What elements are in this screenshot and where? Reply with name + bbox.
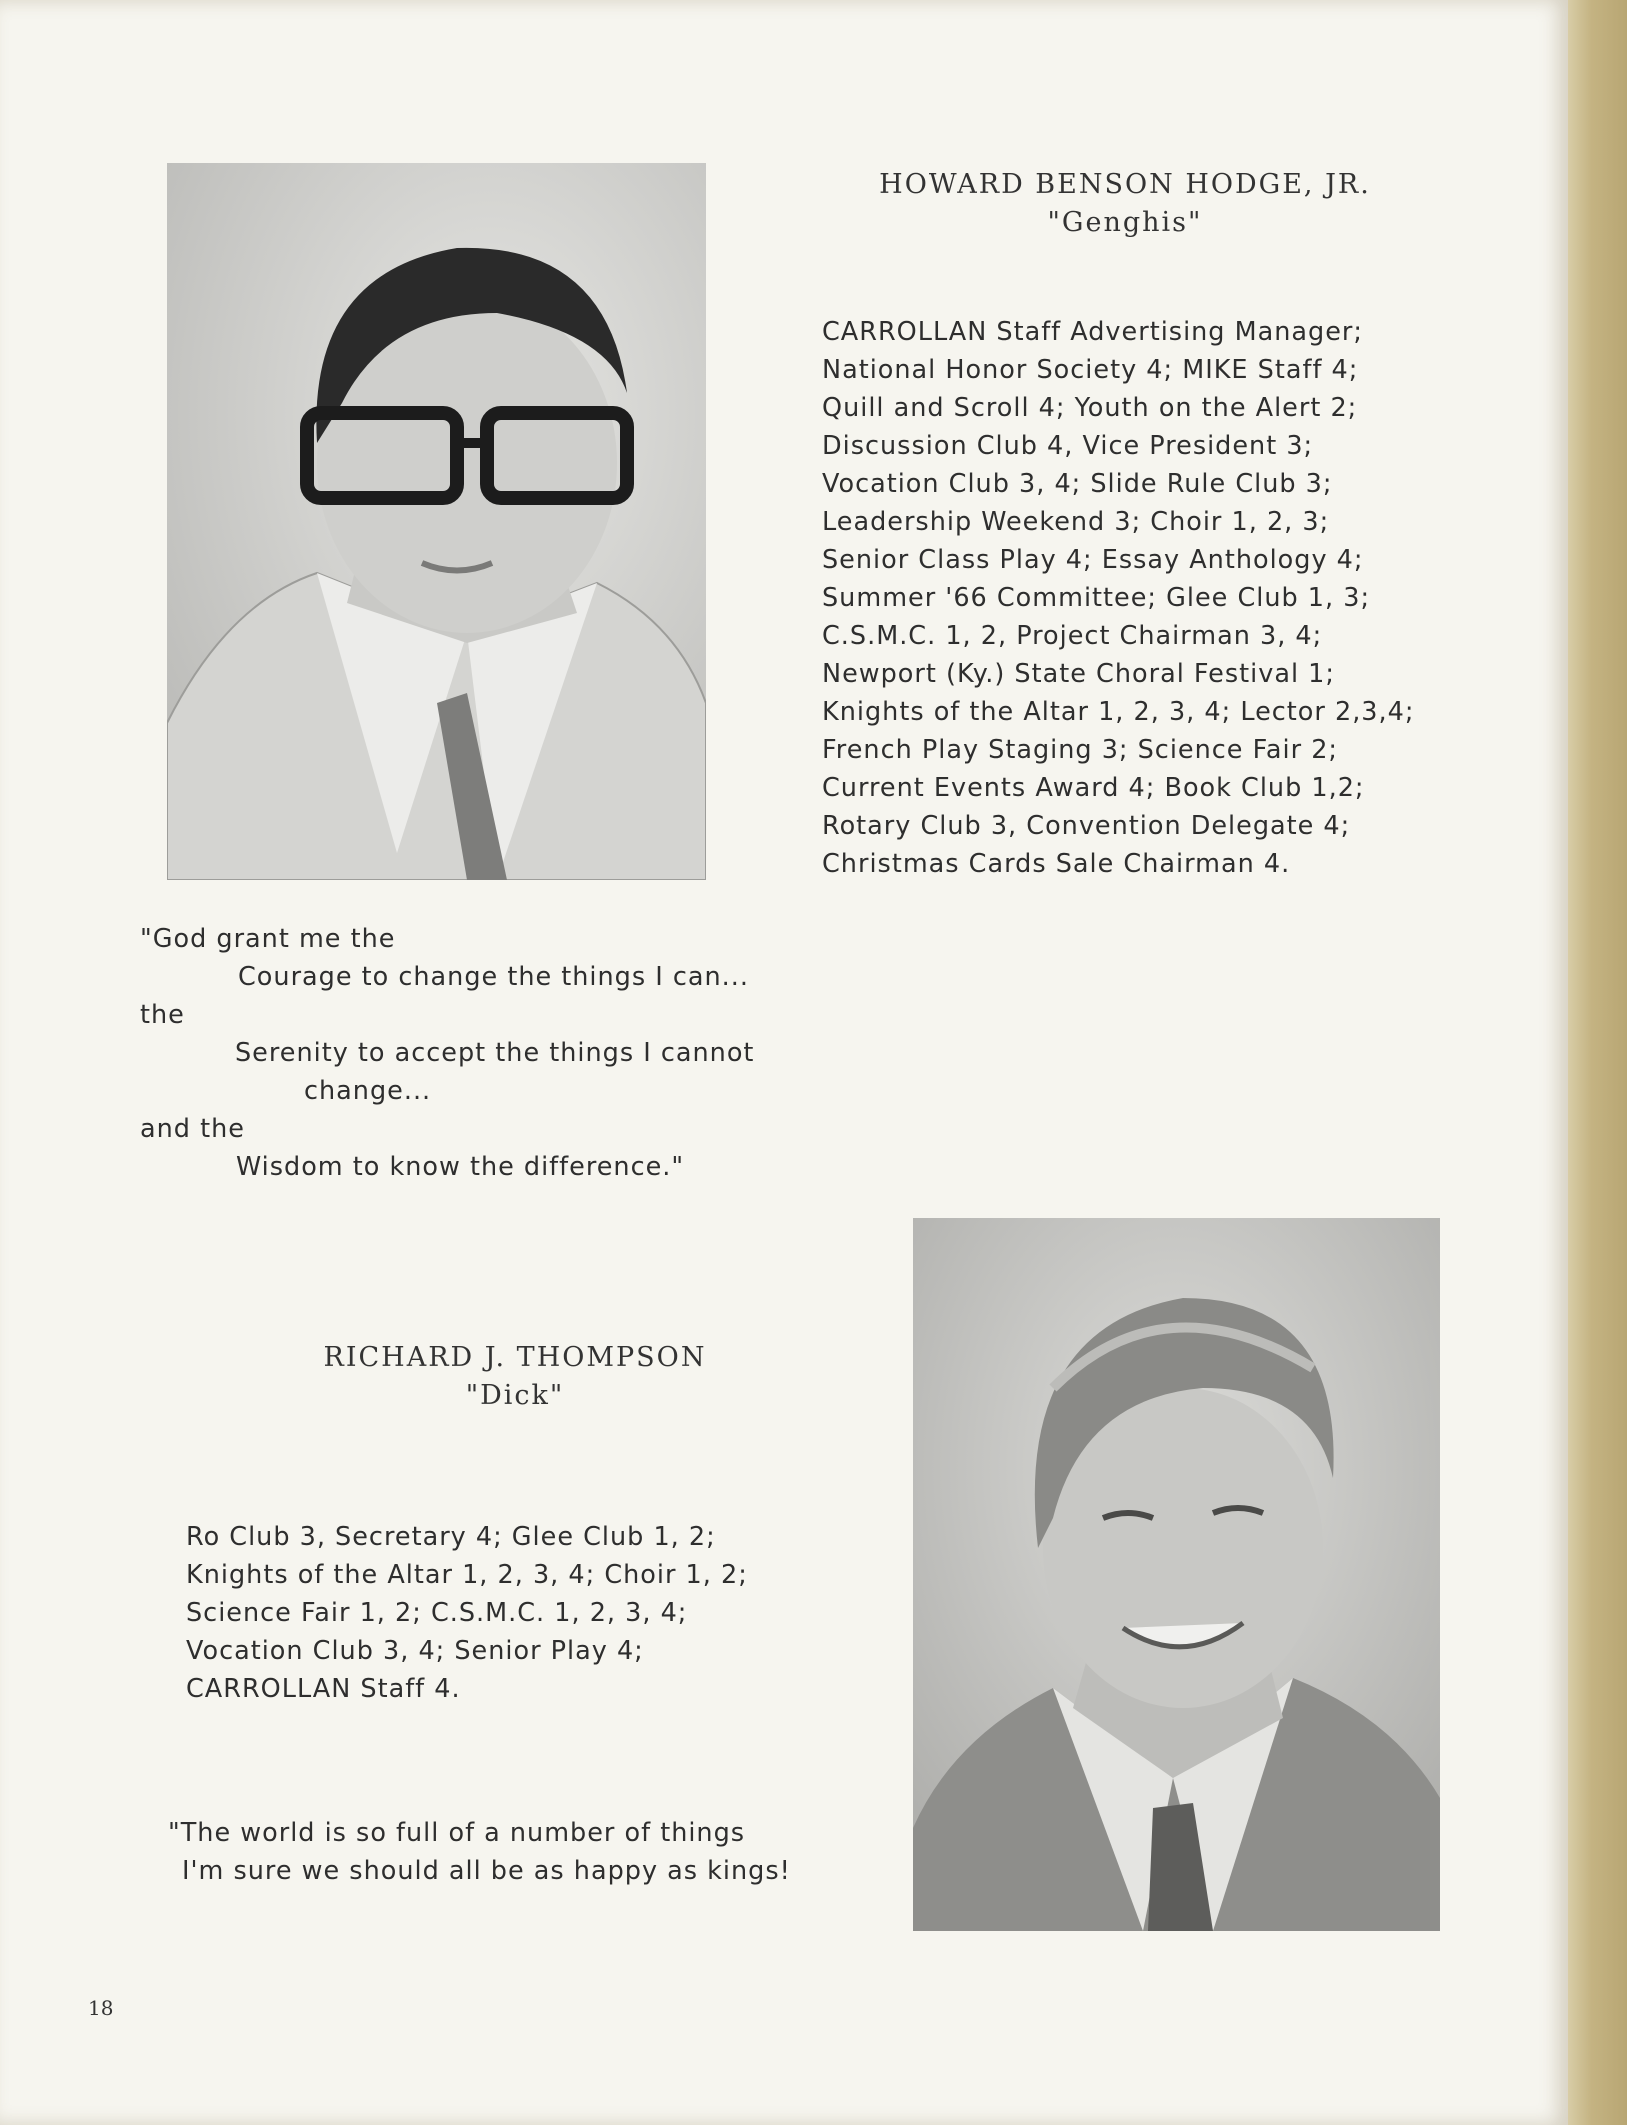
portrait-photo-richard-thompson bbox=[913, 1218, 1440, 1931]
activity-line: Newport (Ky.) State Choral Festival 1; bbox=[822, 659, 1335, 689]
activity-line: CARROLLAN Staff 4. bbox=[186, 1674, 461, 1704]
activity-line: Vocation Club 3, 4; Senior Play 4; bbox=[186, 1636, 644, 1666]
activity-line: Science Fair 1, 2; C.S.M.C. 1, 2, 3, 4; bbox=[186, 1598, 688, 1628]
activity-line: Knights of the Altar 1, 2, 3, 4; Choir 1, 2; bbox=[186, 1560, 748, 1590]
page-edge bbox=[1568, 0, 1627, 2125]
activity-line: C.S.M.C. 1, 2, Project Chairman 3, 4; bbox=[822, 621, 1323, 651]
nickname: "Dick" bbox=[465, 1380, 565, 1411]
senior-name-howard bbox=[820, 166, 1430, 242]
activity-line: Knights of the Altar 1, 2, 3, 4; Lector 2,3,4; bbox=[822, 697, 1415, 727]
quote-line: change... bbox=[304, 1076, 432, 1106]
page-number: 18 bbox=[88, 1996, 114, 2020]
activity-line: French Play Staging 3; Science Fair 2; bbox=[822, 735, 1339, 765]
activities-list-richard bbox=[186, 1518, 748, 1708]
senior-name-richard bbox=[245, 1339, 785, 1415]
activity-line: Leadership Weekend 3; Choir 1, 2, 3; bbox=[822, 507, 1330, 537]
activity-line: Quill and Scroll 4; Youth on the Alert 2; bbox=[822, 393, 1358, 423]
quote-line: Courage to change the things I can... bbox=[238, 962, 750, 992]
portrait-illustration bbox=[913, 1218, 1440, 1931]
quote-line: Wisdom to know the difference." bbox=[236, 1152, 685, 1182]
activity-line: CARROLLAN Staff Advertising Manager; bbox=[822, 317, 1363, 347]
activities-list-howard bbox=[822, 313, 1414, 883]
full-name: RICHARD J. THOMPSON bbox=[323, 1342, 707, 1373]
activity-line: Summer '66 Committee; Glee Club 1, 3; bbox=[822, 583, 1371, 613]
quote-line: and the bbox=[140, 1114, 245, 1144]
quote-line: Serenity to accept the things I cannot bbox=[235, 1038, 755, 1068]
activity-line: Rotary Club 3, Convention Delegate 4; bbox=[822, 811, 1351, 841]
activity-line: Current Events Award 4; Book Club 1,2; bbox=[822, 773, 1365, 803]
quote-line: "God grant me the bbox=[140, 924, 396, 954]
activity-line: Christmas Cards Sale Chairman 4. bbox=[822, 849, 1291, 879]
quote-line: "The world is so full of a number of things bbox=[168, 1818, 746, 1848]
portrait-photo-howard-hodge bbox=[167, 163, 706, 880]
quote-line: the bbox=[140, 1000, 185, 1030]
quote-line: I'm sure we should all be as happy as kings! bbox=[182, 1856, 791, 1886]
activity-line: Discussion Club 4, Vice President 3; bbox=[822, 431, 1314, 461]
quote-richard bbox=[168, 1814, 791, 1890]
portrait-illustration bbox=[167, 163, 706, 880]
full-name: HOWARD BENSON HODGE, JR. bbox=[879, 169, 1371, 200]
activity-line: National Honor Society 4; MIKE Staff 4; bbox=[822, 355, 1359, 385]
activity-line: Vocation Club 3, 4; Slide Rule Club 3; bbox=[822, 469, 1333, 499]
quote-howard bbox=[140, 920, 754, 1186]
activity-line: Ro Club 3, Secretary 4; Glee Club 1, 2; bbox=[186, 1522, 716, 1552]
nickname: "Genghis" bbox=[1047, 207, 1203, 238]
activity-line: Senior Class Play 4; Essay Anthology 4; bbox=[822, 545, 1364, 575]
